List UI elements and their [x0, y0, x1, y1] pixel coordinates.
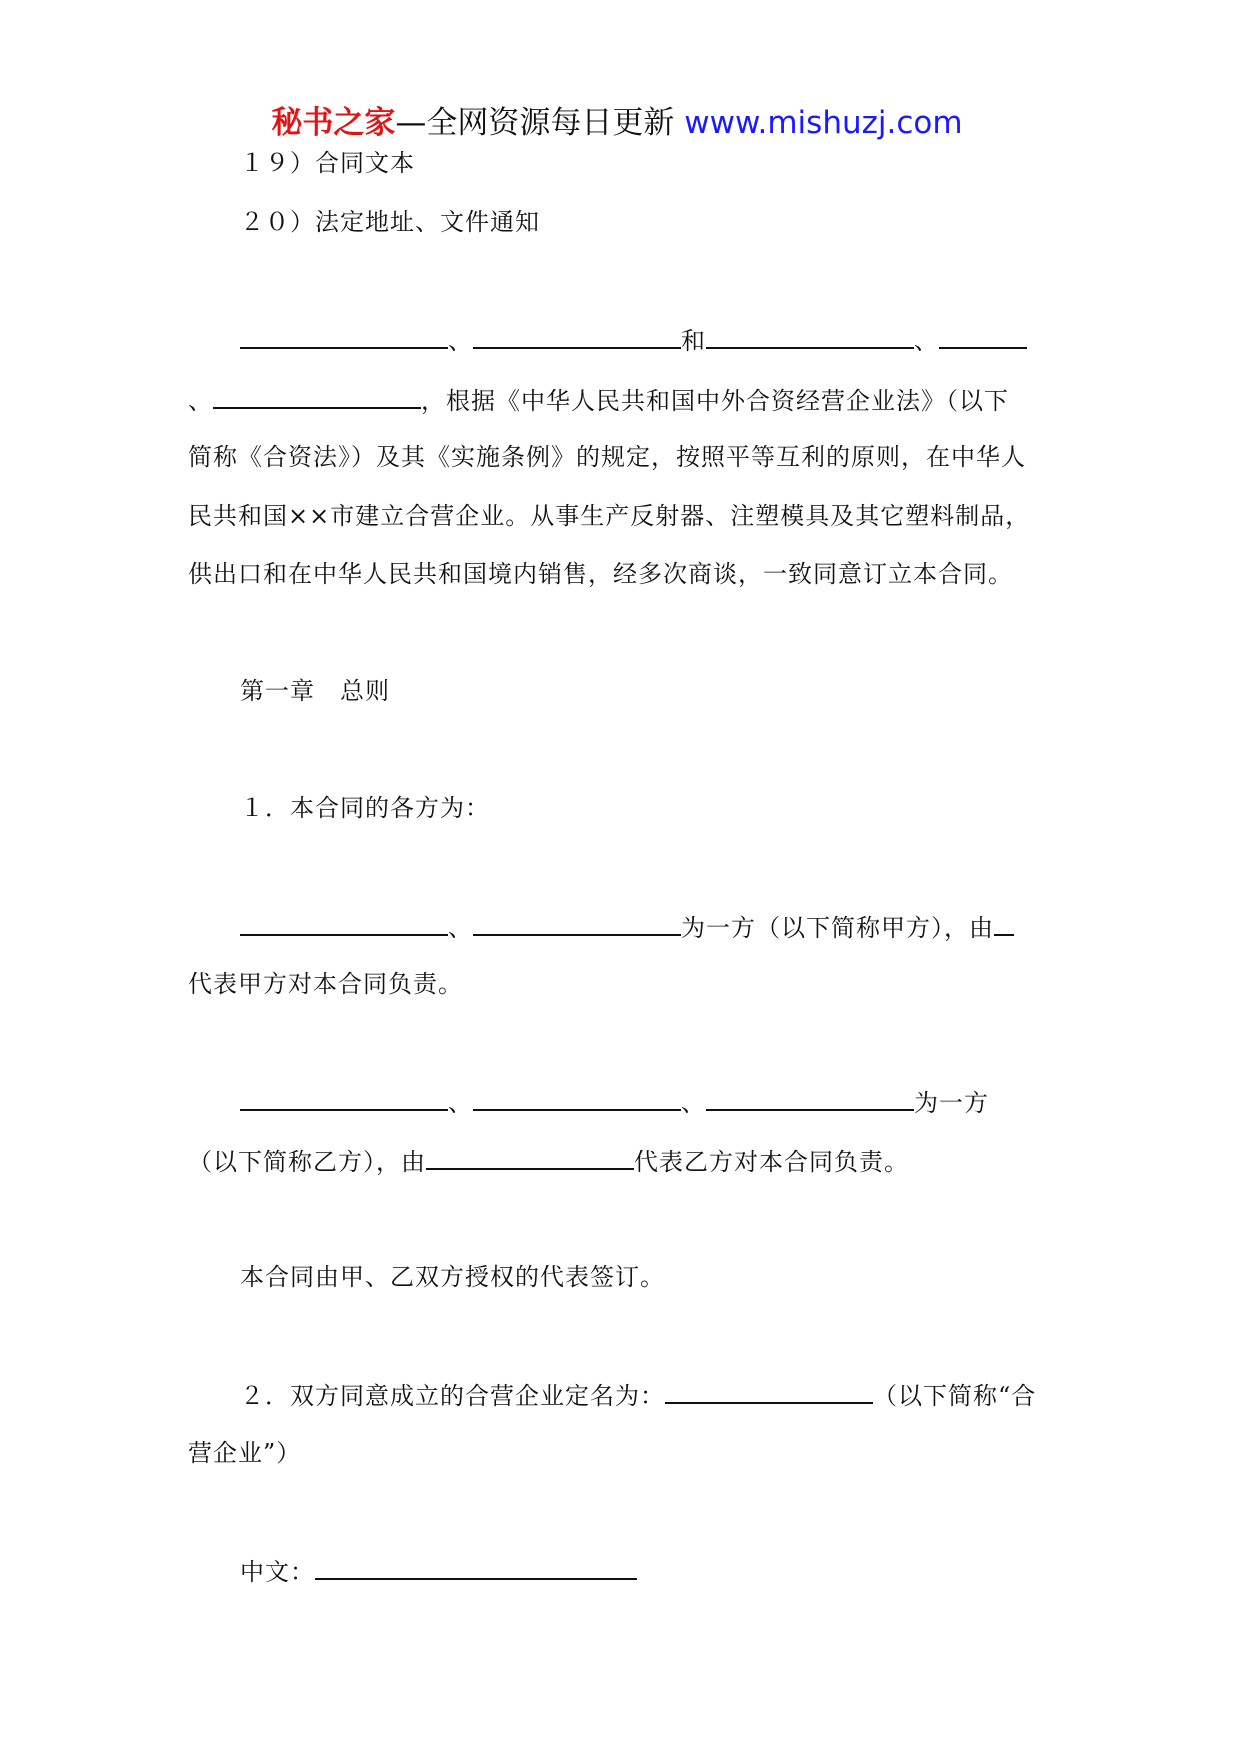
- blank-field: [213, 383, 421, 409]
- preamble-line-2: [188, 383, 1009, 415]
- preamble-line-5: 供出口和在中华人民共和国境内销售，经多次商谈，一致同意订立本合同。: [188, 560, 1013, 588]
- chapter-heading: 第一章 总则: [240, 677, 390, 705]
- blank-field: [994, 910, 1014, 936]
- party-a-line-2: 代表甲方对本合同负责。: [188, 970, 463, 998]
- clause-2-text-b: （以下简称“合: [873, 1382, 1037, 1410]
- chinese-name-line: [240, 1554, 637, 1586]
- party-b-text: 为一方: [914, 1089, 989, 1117]
- chinese-name-label: 中文：: [240, 1558, 315, 1586]
- toc-item-20: ２０）法定地址、文件通知: [240, 208, 540, 236]
- clause-1-heading: １．本合同的各方为：: [240, 794, 490, 822]
- party-b-line-2: [188, 1144, 909, 1176]
- preamble-line-3: 简称《合资法》）及其《实施条例》的规定，按照平等互利的原则，在中华人: [188, 443, 1026, 471]
- blank-field: [665, 1378, 873, 1404]
- blank-field: [240, 910, 448, 936]
- blank-field: [315, 1554, 637, 1580]
- blank-field: [240, 323, 448, 349]
- watermark-brand: 秘书之家: [271, 105, 396, 141]
- separator: 、: [914, 327, 939, 355]
- blank-field: [706, 1085, 914, 1111]
- clause-2-text-a: ２．双方同意成立的合营企业定名为：: [240, 1382, 665, 1410]
- signing-statement: 本合同由甲、乙双方授权的代表签订。: [240, 1263, 665, 1291]
- clause-2-line-1: [240, 1378, 1036, 1410]
- clause-2-line-2: 营企业”）: [188, 1439, 302, 1467]
- party-a-text: 为一方（以下简称甲方），由: [681, 914, 994, 942]
- separator: 、: [448, 327, 473, 355]
- preamble-line-4: 民共和国××市建立合营企业。从事生产反射器、注塑模具及其它塑料制品，: [188, 502, 1031, 530]
- preamble-text: ，根据《中华人民共和国中外合资经营企业法》（以下: [421, 387, 1009, 415]
- separator: 、: [448, 914, 473, 942]
- separator: 、: [448, 1089, 473, 1117]
- toc-item-19: １９）合同文本: [240, 149, 415, 177]
- blank-field: [473, 1085, 681, 1111]
- party-a-line-1: [240, 910, 1014, 942]
- blank-field: [240, 1085, 448, 1111]
- party-b-line-1: [240, 1085, 989, 1117]
- blank-field: [473, 910, 681, 936]
- preamble-line-1: [240, 323, 1027, 355]
- watermark-slogan: —全网资源每日更新: [395, 105, 685, 141]
- party-b-text-b: 代表乙方对本合同负责。: [634, 1148, 909, 1176]
- party-b-text-a: （以下简称乙方），由: [188, 1148, 426, 1176]
- blank-field: [426, 1144, 634, 1170]
- blank-field: [473, 323, 681, 349]
- blank-field: [939, 323, 1027, 349]
- separator: 、: [188, 387, 213, 415]
- conjunction: 和: [681, 327, 706, 355]
- watermark-banner: [0, 103, 1234, 143]
- blank-field: [706, 323, 914, 349]
- separator: 、: [681, 1089, 706, 1117]
- watermark-url: www.mishuzj.com: [684, 105, 963, 141]
